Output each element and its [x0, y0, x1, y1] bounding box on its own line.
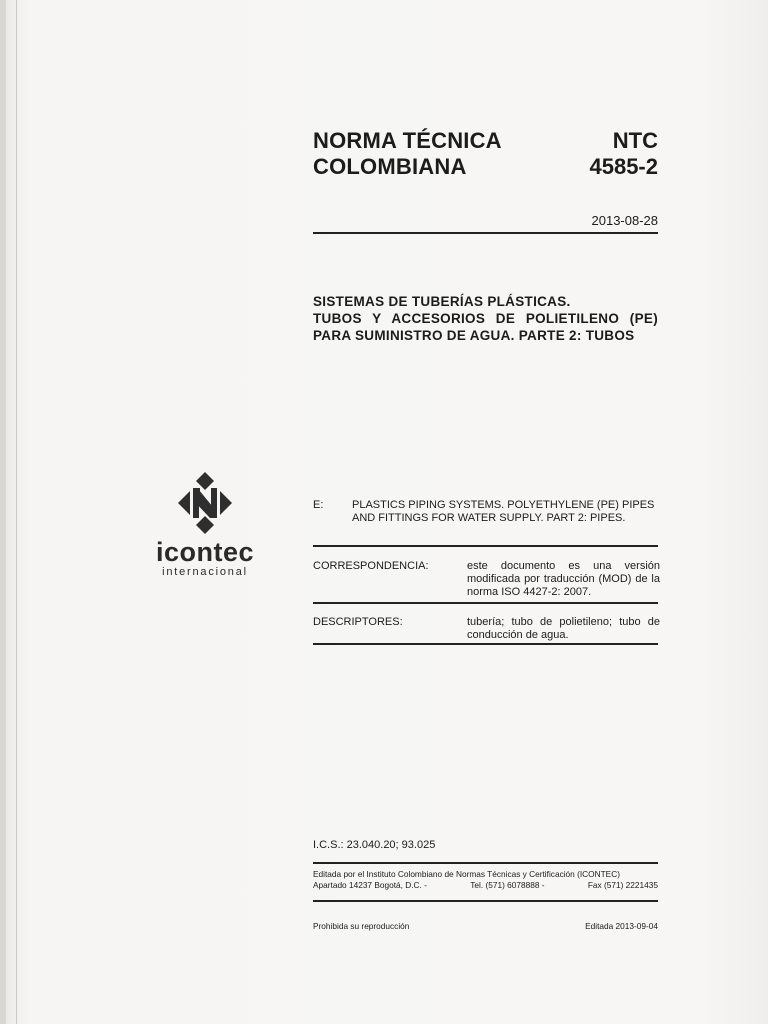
code-line-2: 4585-2 — [589, 154, 658, 179]
english-divider — [313, 545, 658, 547]
ics-code: I.C.S.: 23.040.20; 93.025 — [313, 839, 436, 851]
page-fold-line — [16, 0, 17, 1024]
title-line-1: NORMA TÉCNICA — [313, 128, 502, 153]
correspondence-divider — [313, 602, 658, 604]
edition-date: Editada 2013-09-04 — [585, 921, 658, 931]
reproduction-notice: Prohibida su reproducción — [313, 921, 410, 931]
english-title — [352, 499, 662, 525]
english-line-1: PLASTICS PIPING SYSTEMS. POLYETHYLENE (PE) PIPES — [352, 499, 655, 511]
code-line-1: NTC — [612, 128, 658, 153]
publisher-line-1: Editada por el Instituto Colombiano de Normas Técnicas y Certificación (ICONTEC) — [313, 869, 620, 879]
header-divider — [313, 232, 658, 234]
english-label: E: — [313, 499, 324, 511]
logo-subtitle: internacional — [162, 566, 248, 578]
ratification-date: 2013-08-28 — [591, 213, 658, 228]
subject-line-2: TUBOS Y ACCESORIOS DE POLIETILENO (PE) — [313, 311, 658, 326]
descriptors-divider — [313, 643, 658, 645]
publisher-line-2 — [313, 880, 658, 891]
subject-line-1: SISTEMAS DE TUBERÍAS PLÁSTICAS. — [313, 294, 571, 309]
subject-line-3: PARA SUMINISTRO DE AGUA. PARTE 2: TUBOS — [313, 328, 635, 343]
document-type-title — [313, 128, 502, 180]
descriptors-text: tubería; tubo de polietileno; tubo de conducción de agua. — [467, 616, 660, 641]
publisher-phone: Tel. (571) 6078888 - — [470, 879, 545, 890]
page-binding-edge — [0, 0, 6, 1024]
descriptors-label: DESCRIPTORES: — [313, 616, 403, 628]
ics-divider — [313, 862, 658, 864]
correspondence-label: CORRESPONDENCIA: — [313, 560, 429, 572]
publisher-divider — [313, 900, 658, 902]
publisher-fax: Fax (571) 2221435 — [587, 879, 658, 890]
document-subject — [313, 293, 658, 344]
icontec-n-emblem-icon — [174, 470, 236, 536]
publisher-address: Apartado 14237 Bogotá, D.C. - — [313, 879, 427, 890]
standard-code — [589, 128, 658, 180]
publisher-info — [313, 869, 658, 890]
logo-wordmark: icontec — [155, 537, 255, 567]
title-line-2: COLOMBIANA — [313, 154, 467, 179]
correspondence-text: este documento es una versión modificada por traducción (MOD) de la norma ISO 4427-2: 2007. — [467, 560, 660, 598]
icontec-logo — [150, 470, 260, 579]
english-line-2: AND FITTINGS FOR WATER SUPPLY. PART 2: PIPES. — [352, 512, 626, 524]
